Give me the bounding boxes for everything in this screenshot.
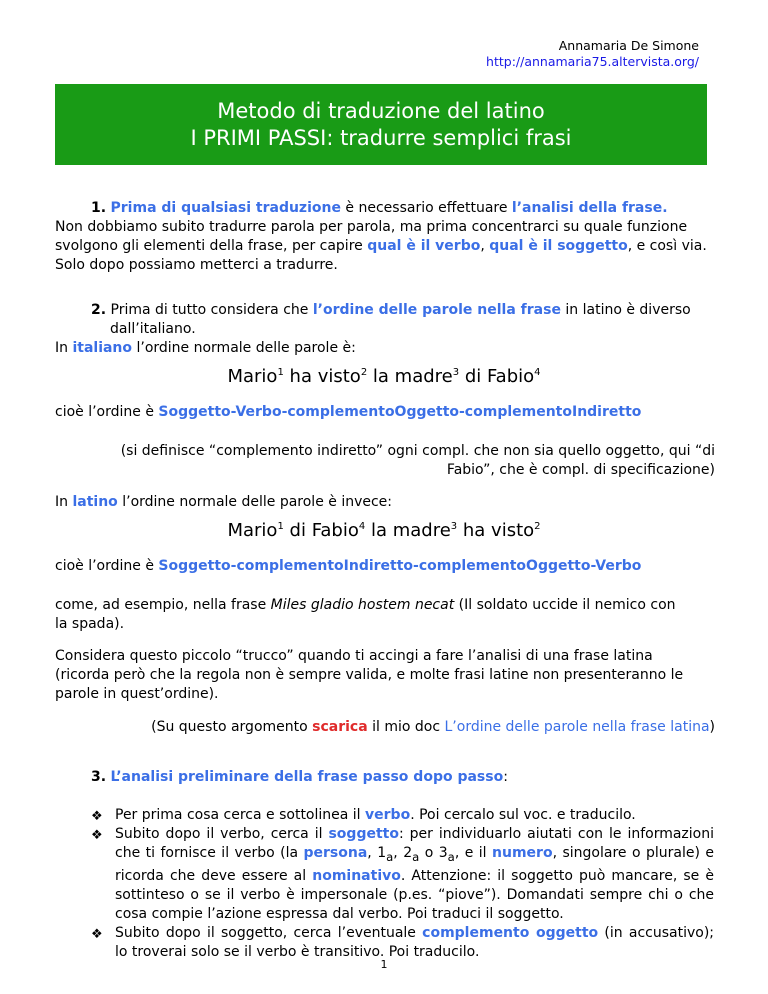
highlight-numero: numero	[492, 845, 553, 861]
text: cioè l’ordine è	[55, 558, 159, 574]
text: Subito dopo il verbo, cerca il	[115, 826, 329, 842]
highlight-ordine-parole: l’ordine delle parole nella frase	[312, 302, 561, 318]
note-complemento-indiretto	[55, 442, 715, 480]
highlight-soggetto: soggetto	[328, 826, 399, 842]
word-index: 4	[358, 521, 366, 532]
order-latin	[55, 557, 641, 576]
title-line-2: I PRIMI PASSI: tradurre semplici frasi	[190, 125, 572, 150]
word: la madre	[365, 520, 451, 541]
highlight-persona: persona	[303, 845, 368, 861]
section-2-line-2: dall’italiano.	[110, 321, 196, 337]
order-italian	[55, 403, 641, 422]
text: (Il soldato uccide il nemico con	[454, 597, 676, 613]
text: (in accusativo); lo troverai solo se il verbo è transitivo. Poi traducilo.	[115, 924, 715, 960]
example-latin-order	[0, 520, 768, 541]
text: Subito dopo il soggetto, cerca l’eventuale	[115, 924, 423, 941]
text: Prima di tutto considera che	[110, 302, 313, 318]
text: , e così via.	[627, 238, 707, 254]
step-verb	[91, 806, 714, 825]
highlight-verbo: qual è il verbo	[367, 238, 481, 254]
word-index: 3	[450, 521, 458, 532]
text: il mio doc	[367, 719, 445, 735]
text: In	[55, 340, 73, 356]
text: come, ad esempio, nella frase	[55, 597, 271, 613]
text: cioè l’ordine è	[55, 404, 159, 420]
section-3-number: 3.	[91, 769, 107, 785]
word-index: 2	[534, 521, 541, 532]
section-1-heading	[55, 199, 715, 218]
note-line-1: (si definisce “complemento indiretto” ogni compl. che non sia quello oggetto, qui “di	[120, 443, 715, 459]
download-link[interactable]: scarica	[312, 719, 368, 735]
steps-list	[91, 806, 714, 962]
trick-paragraph	[55, 647, 715, 704]
text: :	[503, 769, 508, 785]
header-url-link[interactable]: http://annamaria75.altervista.org/	[486, 54, 699, 69]
highlight-verbo: verbo	[365, 807, 411, 823]
italiano-line	[55, 339, 715, 358]
text: )	[709, 719, 715, 735]
word: la madre	[367, 366, 453, 387]
section-2-number: 2.	[91, 302, 107, 318]
diamond-bullet-icon: ❖	[91, 926, 103, 942]
text: l’ordine normale delle parole è:	[132, 340, 356, 356]
text: , singolare o plurale) e ricorda che deve essere al	[115, 845, 715, 884]
section-1-line-2: Non dobbiamo subito tradurre parola per parola, ma prima concentrarci su quale funzione	[55, 219, 688, 235]
example-line-1	[55, 596, 715, 615]
text: , 2	[393, 845, 413, 861]
trick-line-3: parole in quest’ordine).	[55, 686, 219, 702]
word-index: 2	[360, 367, 368, 378]
section-2	[55, 301, 715, 358]
text: In	[55, 494, 73, 510]
text: a	[412, 849, 420, 864]
doc-link[interactable]: L’ordine delle parole nella frase latina	[444, 719, 710, 735]
latino-line	[55, 493, 392, 512]
text: svolgono gli elementi della frase, per capire	[55, 238, 368, 254]
title-banner	[55, 84, 707, 165]
word: Mario	[227, 366, 278, 387]
diamond-bullet-icon: ❖	[91, 809, 103, 824]
trick-line-1: Considera questo piccolo “trucco” quando ti accingi a fare l’analisi di una frase latina	[55, 648, 653, 664]
highlight-analisi-frase: l’analisi della frase.	[511, 200, 668, 216]
section-1-line-3	[55, 237, 715, 256]
highlight-complemento-oggetto: complemento oggetto	[422, 924, 599, 941]
text: è necessario effettuare	[340, 200, 512, 216]
header-author: Annamaria De Simone	[558, 38, 699, 53]
highlight-analisi-preliminare: L’analisi preliminare della frase passo dopo passo	[110, 769, 504, 785]
highlight-soggetto: qual è il soggetto	[489, 238, 628, 254]
highlight-nominativo: nominativo	[312, 867, 401, 884]
highlight-prima-traduzione: Prima di qualsiasi traduzione	[110, 200, 341, 216]
note-line-2: Fabio”, che è compl. di specificazione)	[446, 462, 715, 478]
text: . Attenzione: il soggetto può mancare, se è sottinteso o se il verbo è impersonale (p.es. “piove”). Domandati sempre chi o che cosa compie l’azione espressa dal verbo. Poi traduci il soggetto.	[115, 867, 714, 922]
step-subject	[91, 825, 714, 924]
highlight-italiano: italiano	[72, 340, 133, 356]
word-index: 3	[452, 367, 460, 378]
page-number: 1	[380, 958, 388, 971]
word: Mario	[227, 520, 278, 541]
download-note	[151, 718, 715, 737]
highlight-order-latin: Soggetto-complementoIndiretto-complementoOggetto-Verbo	[158, 558, 642, 574]
text: in latino è diverso	[560, 302, 691, 318]
example-italian-order	[0, 366, 768, 387]
highlight-latino: latino	[72, 494, 118, 510]
word: ha visto	[457, 520, 535, 541]
text: l’ordine normale delle parole è invece:	[117, 494, 393, 510]
text: , e il	[454, 845, 493, 861]
trick-line-2: (ricorda però che la regola non è sempre valida, e molte frasi latine non presenteranno le	[55, 667, 684, 683]
text: a	[386, 849, 394, 864]
word: ha visto	[283, 366, 361, 387]
text: ,	[480, 238, 490, 254]
example-sentence	[55, 596, 715, 634]
word-index: 4	[534, 367, 541, 378]
text: a	[447, 849, 455, 864]
word-index: 1	[277, 521, 284, 532]
section-1-number: 1.	[91, 200, 107, 216]
section-3-heading	[91, 768, 508, 787]
word: di Fabio	[459, 366, 535, 387]
diamond-bullet-icon: ❖	[91, 828, 103, 843]
title-line-1: Metodo di traduzione del latino	[217, 98, 545, 123]
section-1-line-4: Solo dopo possiamo metterci a tradurre.	[55, 257, 338, 273]
text: : per individuarlo aiutati con le informazioni che ti fornisce il verbo (la	[115, 826, 714, 861]
text: (Su questo argomento	[151, 719, 313, 735]
word-index: 1	[277, 367, 284, 378]
highlight-order-italian: Soggetto-Verbo-complementoOggetto-complementoIndiretto	[158, 404, 642, 420]
word: di Fabio	[283, 520, 359, 541]
text: , 1	[367, 845, 387, 861]
text: Per prima cosa cerca e sottolinea il	[115, 807, 366, 823]
text: o 3	[419, 845, 448, 861]
text: . Poi cercalo sul voc. e traducilo.	[410, 807, 636, 823]
step-object	[91, 924, 714, 962]
latin-sentence: Miles gladio hostem necat	[270, 597, 455, 613]
section-1	[55, 199, 715, 275]
example-line-2: la spada).	[55, 616, 125, 632]
section-2-heading	[55, 301, 715, 320]
